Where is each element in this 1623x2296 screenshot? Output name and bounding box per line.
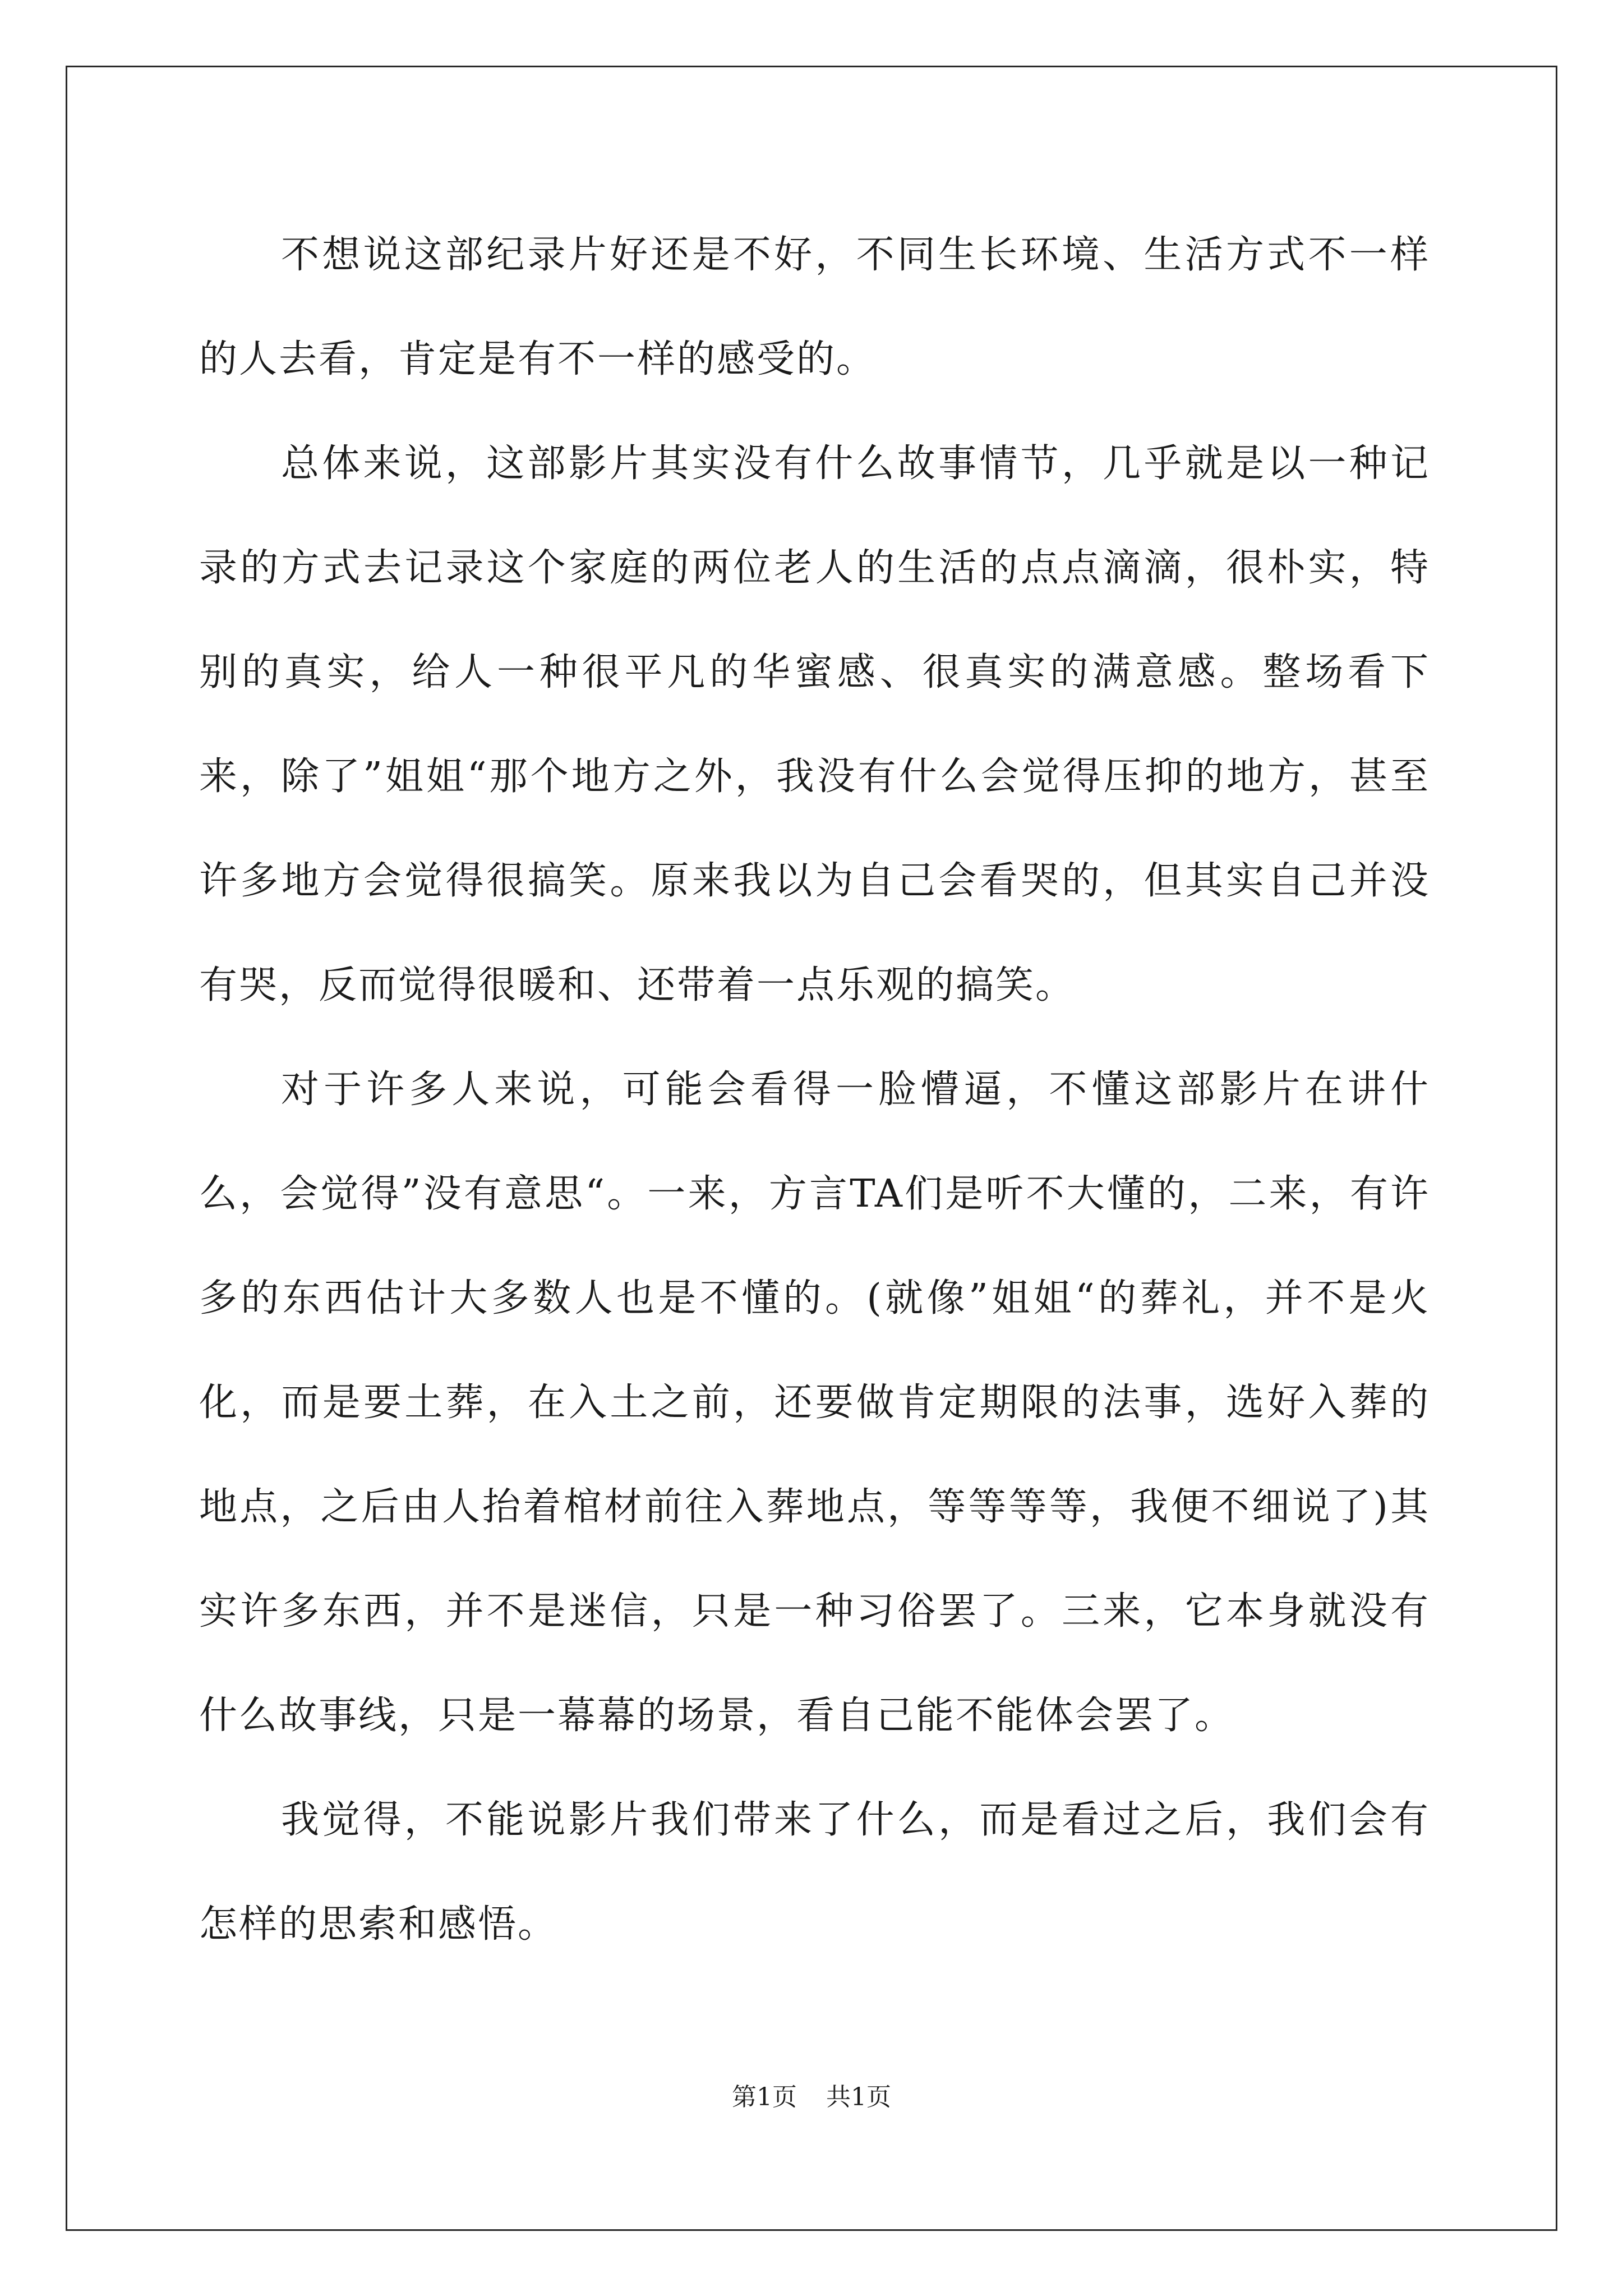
page-total: 共1页	[826, 2083, 891, 2111]
paragraph-3: 对于许多人来说，可能会看得一脸懵逼，不懂这部影片在讲什么，会觉得”没有意思“。一来，方言TA们是听不大懂的，二来，有许多的东西估计大多数人也是不懂的。(就像”姐姐“的葬礼，并不是火化，而是要土葬，在入土之前，还要做肯定期限的法事，选好入葬的地点，之后由人抬着棺材前往入葬地点，等等等等，我便不细说了)其实许多东西，并不是迷信，只是一种习俗罢了。三来，它本身就没有什么故事线，只是一幕幕的场景，看自己能不能体会罢了。	[199, 1068, 1430, 1738]
document-body	[199, 203, 1430, 1977]
paragraph-4: 我觉得，不能说影片我们带来了什么，而是看过之后，我们会有怎样的思索和感悟。	[199, 1798, 1430, 1947]
page-footer	[0, 2077, 1623, 2113]
page-number: 第1页	[732, 2083, 797, 2111]
paragraph-1: 不想说这部纪录片好还是不好，不同生长环境、生活方式不一样的人去看，肯定是有不一样的感受的。	[199, 233, 1430, 381]
paragraph-2: 总体来说，这部影片其实没有什么故事情节，几乎就是以一种记录的方式去记录这个家庭的两位老人的生活的点点滴滴，很朴实，特别的真实，给人一种很平凡的华蜜感、很真实的满意感。整场看下来，除了”姐姐“那个地方之外，我没有什么会觉得压抑的地方，甚至许多地方会觉得很搞笑。原来我以为自己会看哭的，但其实自己并没有哭，反而觉得很暖和、还带着一点乐观的搞笑。	[199, 441, 1430, 1007]
